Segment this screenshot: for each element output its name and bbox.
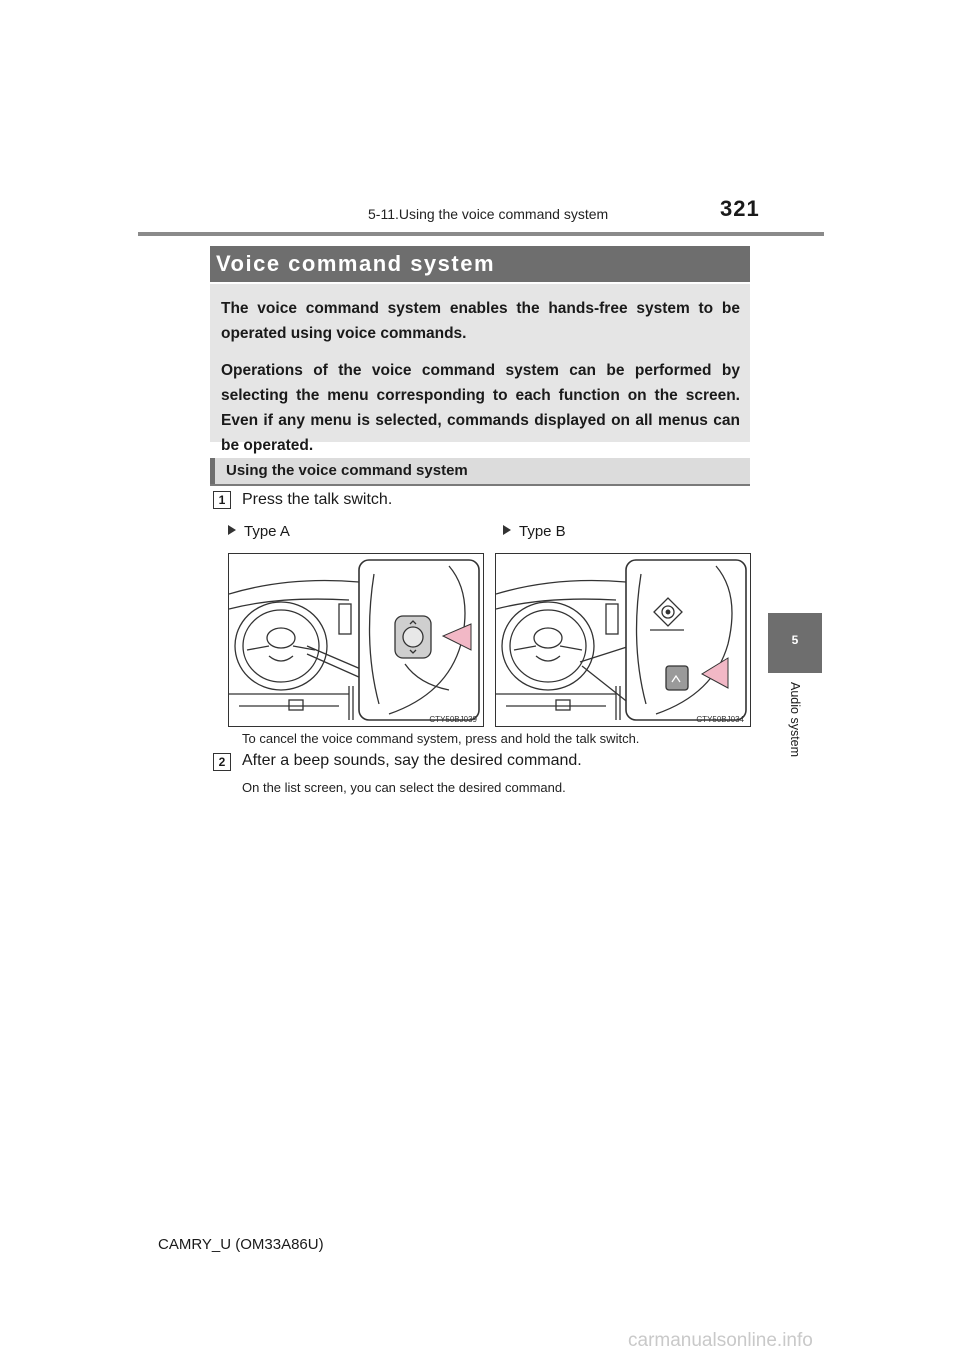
- section-title: Voice command system: [216, 251, 496, 276]
- illustration-code-a: CTY50BJ039: [429, 715, 477, 724]
- list-note: On the list screen, you can select the desired command.: [242, 780, 566, 795]
- type-a-text: Type A: [244, 523, 290, 540]
- section-title-bar: [210, 246, 750, 282]
- chapter-tab: [768, 613, 822, 673]
- steering-wheel-type-b-drawing: [496, 554, 750, 726]
- cancel-note: To cancel the voice command system, press and hold the talk switch.: [242, 731, 640, 746]
- triangle-bullet-icon: [228, 525, 236, 535]
- page-number: 321: [720, 196, 760, 221]
- steering-wheel-type-a-drawing: [229, 554, 483, 726]
- step-number-1: 1: [213, 491, 231, 509]
- illustration-code-b: CTY50BJ034: [696, 715, 744, 724]
- subsection-bar: [210, 458, 750, 486]
- intro-paragraph-1: The voice command system enables the hands-free system to be operated using voice commands.: [221, 300, 740, 342]
- intro-paragraph-2: Operations of the voice command system can be performed by selecting the menu corresponding to each function on the screen. Even if any menu is selected, commands displayed on all menus can be operated.: [221, 362, 740, 454]
- step-number-2: 2: [213, 753, 231, 771]
- chapter-label-text: Audio system: [788, 682, 802, 758]
- illustration-type-b: [495, 553, 751, 727]
- illustration-type-a: [228, 553, 484, 727]
- subsection-title: Using the voice command system: [226, 462, 468, 479]
- chapter-number: 5: [791, 633, 799, 647]
- intro-box: [210, 284, 750, 454]
- watermark: carmanualsonline.info: [628, 1330, 813, 1351]
- type-b-label: [503, 523, 566, 540]
- chapter-label: [768, 682, 822, 772]
- triangle-bullet-icon: [503, 525, 511, 535]
- type-a-label: [228, 523, 290, 540]
- header-rule: [138, 232, 824, 236]
- header-section-title: 5-11.Using the voice command system: [368, 206, 609, 222]
- footer-model: CAMRY_U (OM33A86U): [158, 1236, 324, 1253]
- step-text-2: After a beep sounds, say the desired command.: [242, 752, 582, 769]
- type-b-text: Type B: [519, 523, 566, 540]
- step-text-1: Press the talk switch.: [242, 491, 393, 508]
